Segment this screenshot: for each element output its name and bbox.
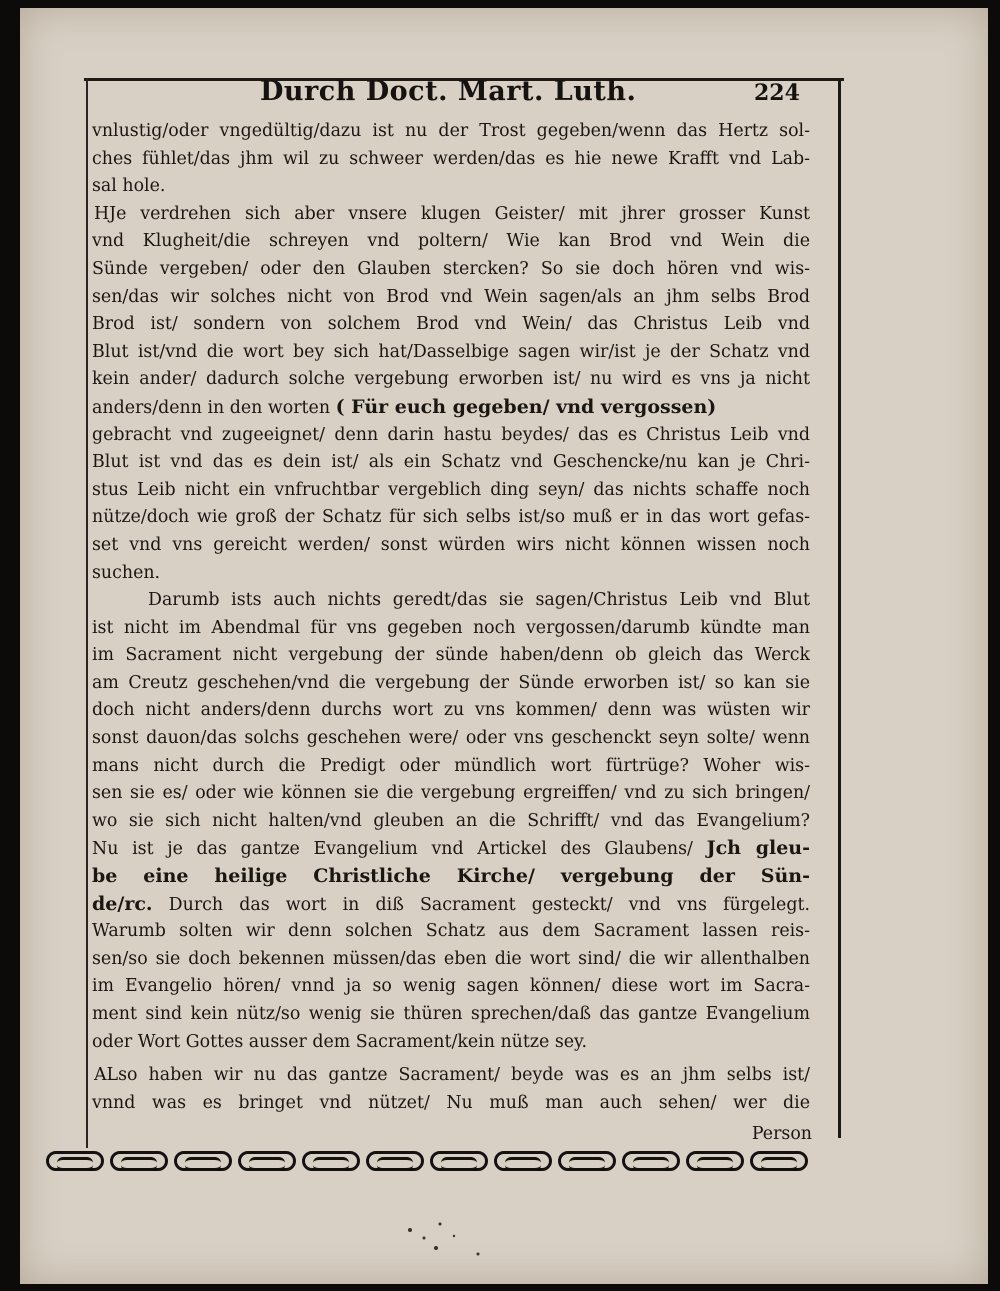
text-line: set vnd vns gereicht werden/ sonst würden wirs nicht können wissen noch [92, 534, 810, 555]
text-line-with-emphasis [92, 891, 810, 919]
text-line-part: Durch das wort in diß Sacrament gesteckt/ vnd vns fürgelegt. [168, 894, 810, 915]
emphasized-creed: Jch gleu- [706, 837, 810, 860]
text-line: ist nicht im Abendmal für vns gegeben noch vergossen/darumb kündte man [92, 617, 810, 638]
text-line: gebracht vnd zugeeignet/ denn darin hastu beydes/ das es Christus Leib vnd [92, 424, 810, 445]
text-line: vnnd was es bringet vnd nützet/ Nu muß man auch sehen/ wer die [92, 1092, 810, 1113]
ornament-piece [174, 1151, 232, 1171]
text-line: vnd Klugheit/die schreyen vnd poltern/ Wie kan Brod vnd Wein die [92, 231, 810, 252]
text-line: mans nicht durch die Predigt oder mündlich wort fürtrüge? Woher wis- [92, 755, 810, 776]
text-line-part: anders/denn in den worten [92, 397, 331, 418]
text-line: HJe verdrehen sich aber vnsere klugen Geister/ mit jhrer grosser Kunst [94, 203, 810, 224]
text-line: im Evangelio hören/ vnnd ja so wenig sagen können/ diese wort im Sacra- [92, 976, 810, 997]
text-line: wo sie sich nicht halten/vnd gleuben an die Schrifft/ vnd das Evangelium? [92, 810, 810, 831]
text-line-with-emphasis [92, 835, 810, 863]
ornament-piece [238, 1151, 296, 1171]
text-line: sen sie es/ oder wie können sie die vergebung ergreiffen/ vnd zu sich bringen/ [92, 783, 810, 804]
text-line: suchen. [92, 562, 161, 583]
text-line: oder Wort Gottes ausser dem Sacrament/kein nütze sey. [92, 1031, 588, 1052]
ornament-piece [750, 1151, 808, 1171]
text-line: Brod ist/ sondern von solchem Brod vnd Wein/ das Christus Leib vnd [92, 314, 810, 335]
text-line-with-emphasis [92, 394, 810, 422]
ornament-piece [302, 1151, 360, 1171]
frame-rule-right [838, 78, 841, 1138]
text-line: nütze/doch wie groß der Schatz für sich selbs ist/so muß er in das wort gefas- [92, 507, 810, 528]
ornament-piece [366, 1151, 424, 1171]
text-line-part: Nu ist je das gantze Evangelium vnd Artickel des Glaubens/ [92, 839, 693, 860]
text-line: Sünde vergeben/ oder den Glauben stercken? So sie doch hören vnd wis- [92, 258, 810, 279]
ornament-piece [494, 1151, 552, 1171]
text-line: sen/so sie doch bekennen müssen/das eben die wort sind/ die wir allenthalben [92, 948, 810, 969]
emphasized-quote: ( Für euch gegeben/ vnd vergossen) [335, 395, 717, 418]
text-line: doch nicht anders/denn durchs wort zu vns kommen/ denn was wüsten wir [92, 700, 810, 721]
emphasized-creed-end: de/rc. [92, 892, 153, 915]
emphasized-creed-line: be eine heilige Christliche Kirche/ vergebung der Sün- [92, 865, 810, 888]
frame-rule-left [86, 78, 88, 1148]
body-text [92, 118, 810, 1117]
ornament-piece [686, 1151, 744, 1171]
running-title: Durch Doct. Mart. Luth. [260, 76, 637, 107]
ornament-piece [430, 1151, 488, 1171]
text-line: Blut ist/vnd die wort bey sich hat/Dasselbige sagen wir/ist je der Schatz vnd [92, 341, 810, 362]
text-line: ches fühlet/das jhm wil zu schweer werden/das es hie newe Krafft vnd Lab- [92, 148, 810, 169]
text-line: kein ander/ dadurch solche vergebung erworben ist/ nu wird es vns ja nicht [92, 369, 810, 390]
decorative-border-ornament [46, 1147, 822, 1175]
text-line: Warumb solten wir denn solchen Schatz aus dem Sacrament lassen reis- [92, 921, 810, 942]
text-line: ALso haben wir nu das gantze Sacrament/ beyde was es an jhm selbs ist/ [94, 1065, 810, 1086]
text-line: Blut ist vnd das es dein ist/ als ein Schatz vnd Geschencke/nu kan je Chri- [92, 452, 810, 473]
text-line: stus Leib nicht ein vnfruchtbar vergeblich ding seyn/ das nichts schaffe noch [92, 479, 810, 500]
text-line: im Sacrament nicht vergebung der sünde haben/denn ob gleich das Werck [92, 645, 810, 666]
text-line: sen/das wir solches nicht von Brod vnd Wein sagen/als an jhm selbs Brod [92, 286, 810, 307]
ornament-piece [110, 1151, 168, 1171]
paper-specks [390, 1210, 520, 1270]
catchword: Person [751, 1124, 812, 1144]
text-line: Darumb ists auch nichts geredt/das sie sagen/Christus Leib vnd Blut [148, 590, 810, 611]
ornament-piece [558, 1151, 616, 1171]
text-line: vnlustig/oder vngedültig/dazu ist nu der Trost gegeben/wenn das Hertz sol- [92, 121, 810, 141]
page-number: 224 [754, 80, 800, 106]
text-line: ment sind kein nütz/so wenig sie thüren sprechen/daß das gantze Evangelium [92, 1004, 810, 1024]
ornament-piece [622, 1151, 680, 1171]
ornament-piece [46, 1151, 104, 1171]
text-line: am Creutz geschehen/vnd die vergebung der Sünde erworben ist/ so kan sie [92, 672, 810, 693]
text-line: sonst dauon/das solchs geschehen were/ oder vns geschenckt seyn solte/ wenn [92, 728, 810, 749]
text-line: sal hole. [92, 176, 166, 197]
